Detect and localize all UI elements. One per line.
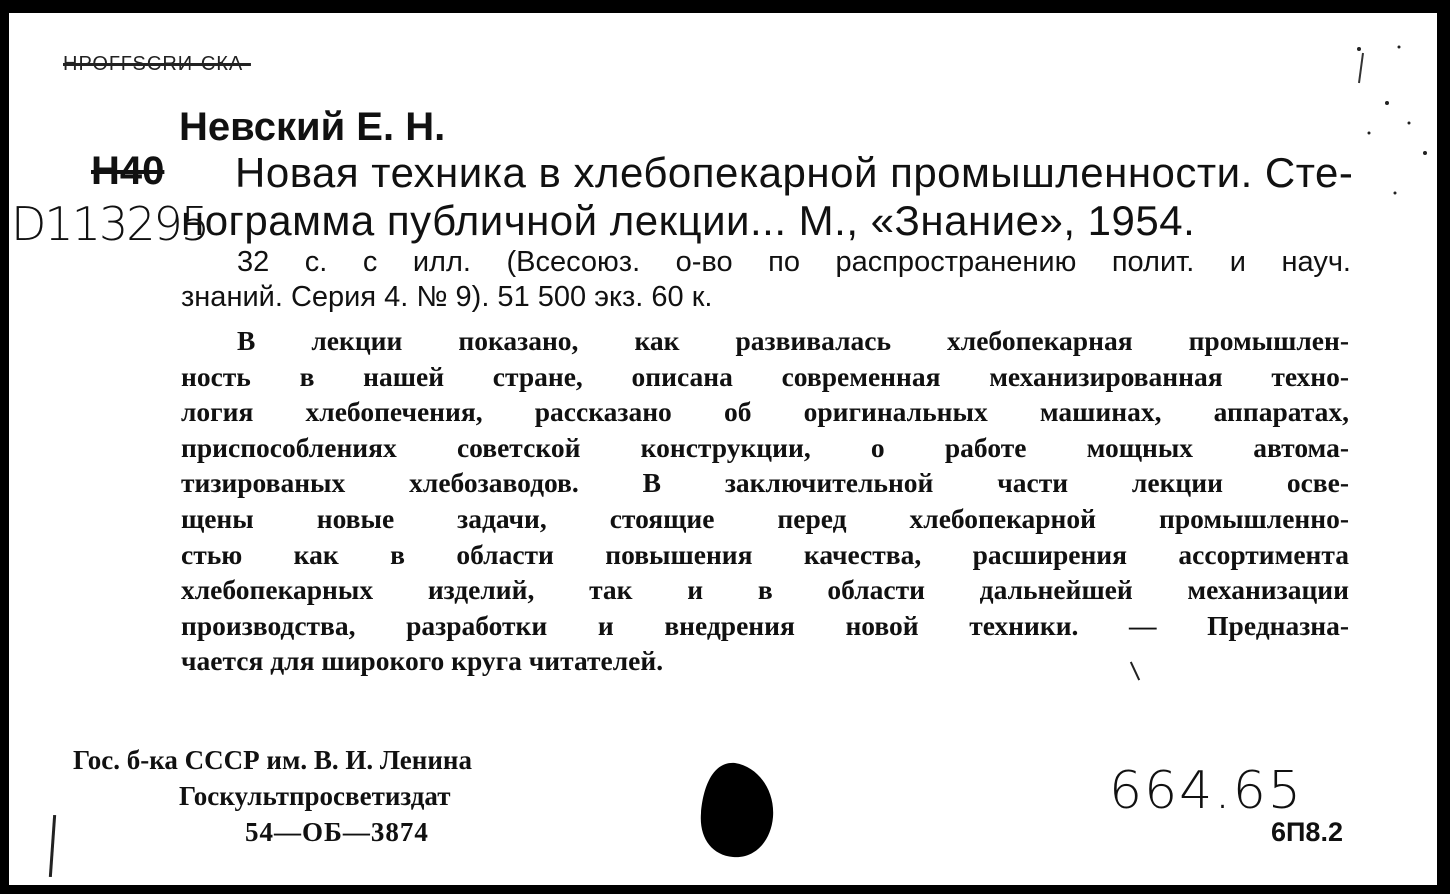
annotation-line: щены новые задачи, стоящие перед хлебопекарной промышленно- [181, 502, 1349, 534]
imprint [181, 245, 1351, 315]
publisher: Госкультпросветиздат [179, 781, 451, 811]
inventory-number: D113295 [11, 197, 209, 251]
imprint-line-2: знаний. Серия 4. № 9). 51 500 экз. 60 к. [181, 281, 713, 313]
title-line-2: нограмма публичной лекции... М., «Знание», 1954. [181, 197, 1196, 244]
ink-blot [697, 761, 777, 861]
imprint-line-1: 32 с. с илл. (Всесоюз. о-во по распространению полит. и науч. [237, 246, 1351, 278]
annotation-line: хлебопекарных изделий, так и в области дальнейшей механизации [181, 574, 1349, 606]
annotation [181, 323, 1349, 679]
struck-heading: НРОГГSCRИ-СКА- [63, 53, 251, 75]
card-code: 54—ОБ—3874 [245, 817, 429, 847]
annotation-line: логия хлебопечения, рассказано об оригинальных машинах, аппаратах, [181, 396, 1349, 428]
annotation-line: стью как в области повышения качества, расширения ассортимента [181, 538, 1349, 570]
handwritten-class: 664.65 [1109, 761, 1303, 821]
annotation-line: В лекции показано, как развивалась хлебопекарная промышлен- [237, 325, 1349, 356]
shelf-mark: Н40 [91, 149, 165, 193]
annotation-line: приспособлениях советской конструкции, о работе мощных автома- [181, 431, 1349, 463]
catalog-card [6, 10, 1440, 888]
handwritten-stroke [49, 815, 56, 877]
classification-index: 6П8.2 [1271, 817, 1343, 847]
scan-specks [1339, 43, 1439, 203]
annotation-line: чается для широкого круга читателей. [181, 645, 664, 677]
annotation-line: ность в нашей стране, описана современная механизированная техно- [181, 360, 1349, 392]
annotation-line: тизированых хлебозаводов. В заключительной части лекции осве- [181, 467, 1349, 499]
title-line-1: Новая техника в хлебопекарной промышленности. Сте- [235, 149, 1354, 196]
library-name: Гос. б-ка СССР им. В. И. Ленина [73, 745, 472, 775]
author: Невский Е. Н. [179, 105, 446, 149]
annotation-line: производства, разработки и внедрения новой техники. — Предназна- [181, 609, 1349, 641]
